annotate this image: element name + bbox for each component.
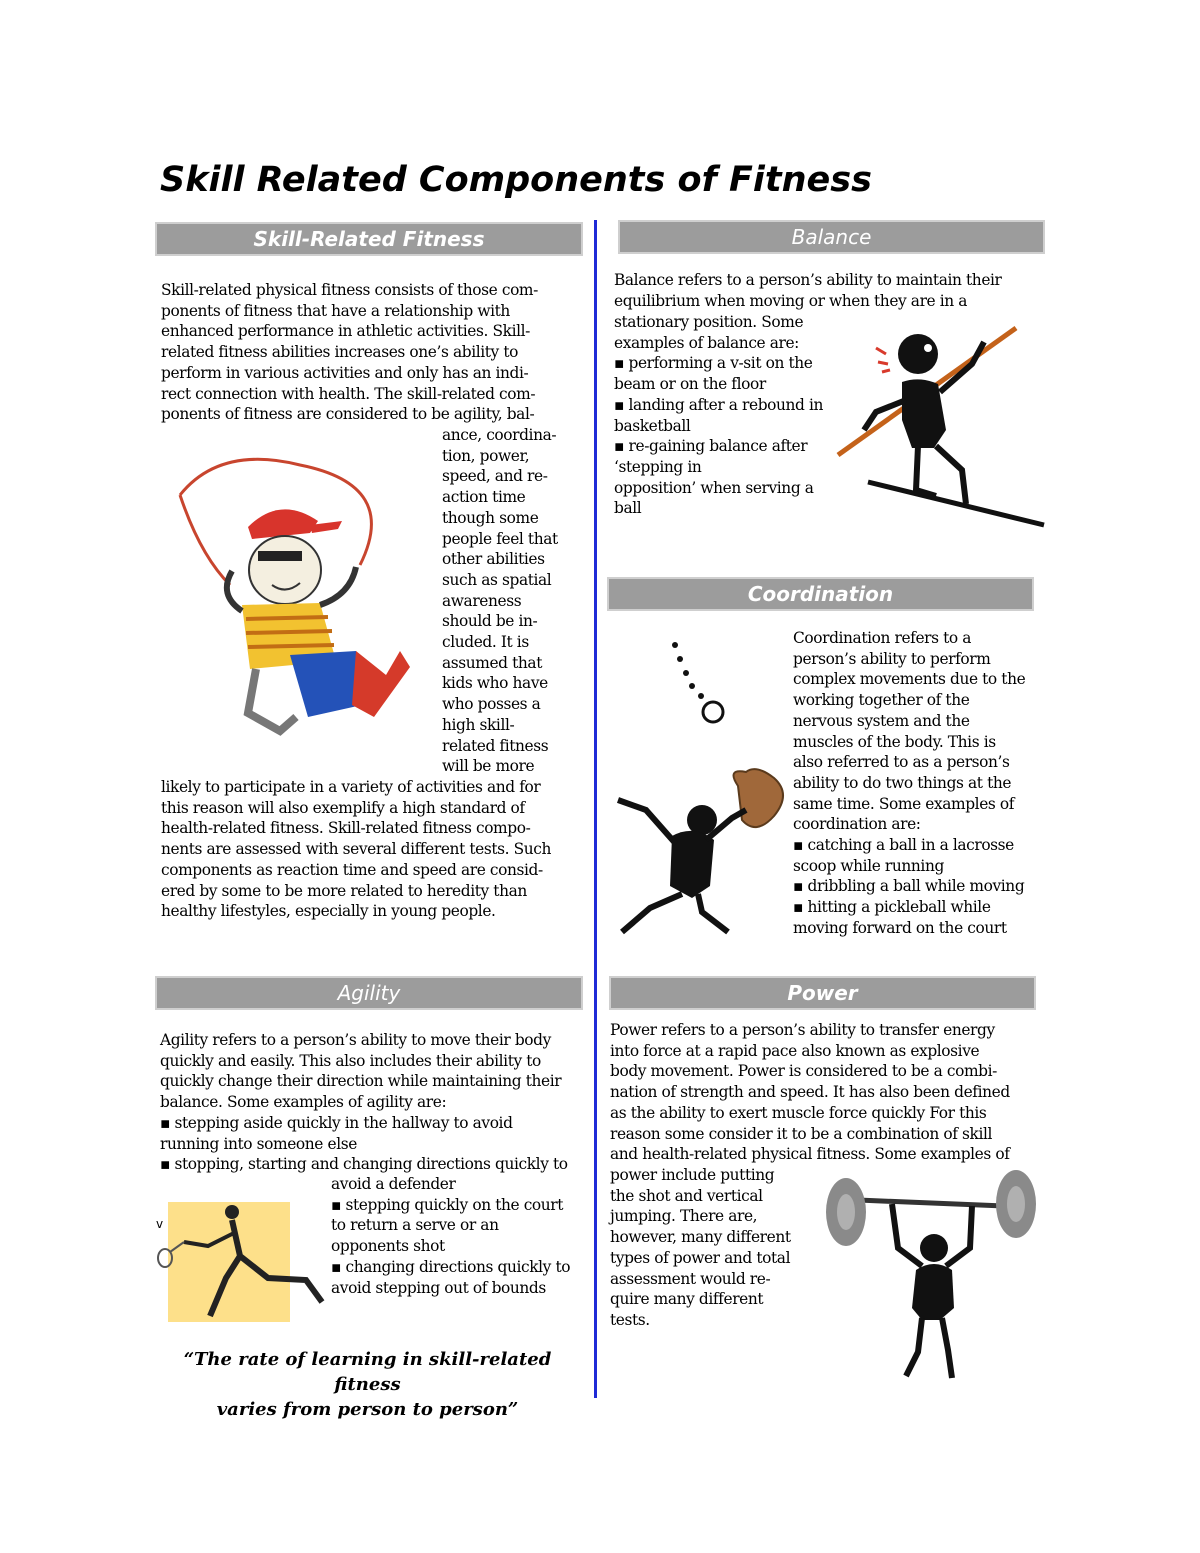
text-line: equilibrium when moving or when they are in a (614, 291, 968, 310)
balance-text-top (614, 270, 1002, 311)
text-line: complex movements due to the (793, 670, 1026, 689)
text-line: the shot and vertical (610, 1186, 763, 1205)
text-line: nation of strength and speed. It has also been defined (610, 1083, 1010, 1102)
text-line: beam or on the floor (614, 375, 766, 394)
skill-text-side (442, 425, 558, 777)
text-line: coordination are: (793, 815, 921, 834)
coordination-text (793, 628, 1025, 939)
text-line: assumed that (442, 653, 542, 672)
coordination-heading: Coordination (607, 577, 1034, 611)
text-line: ▪ catching a ball in a lacrosse (793, 836, 1014, 855)
text-line: Coordination refers to a (793, 629, 972, 647)
text-line: ▪ stopping, starting and changing directions quickly to (160, 1155, 568, 1174)
text-line: working together of the (793, 691, 970, 710)
text-line: running into someone else (160, 1134, 357, 1153)
agility-quote (155, 1347, 580, 1422)
text-line: ▪ dribbling a ball while moving (793, 877, 1025, 896)
text-line: Balance refers to a person’s ability to maintain their (614, 271, 1002, 289)
text-line: such as spatial (442, 570, 552, 589)
text-line: ▪ stepping quickly on the court (331, 1195, 564, 1214)
text-line: though some (442, 508, 539, 527)
text-line: will be more (442, 757, 535, 776)
agility-text-top (160, 1030, 568, 1175)
skill-text-top (161, 280, 538, 425)
text-line: power include putting (610, 1166, 775, 1184)
text-line: same time. Some examples of (793, 794, 1015, 813)
text-line: stationary position. Some (614, 313, 804, 331)
text-line: ▪ landing after a rebound in (614, 395, 824, 414)
text-line: high skill- (442, 715, 515, 734)
text-line: scoop while running (793, 856, 944, 875)
text-line: nents are assessed with several different tests. Such (161, 840, 551, 859)
text-line: types of power and total (610, 1248, 791, 1267)
text-line: likely to participate in a variety of activities and for (161, 778, 541, 796)
skill-related-fitness-heading: Skill-Related Fitness (155, 222, 583, 256)
column-divider (594, 220, 597, 1398)
text-line: Power refers to a person’s ability to transfer energy (610, 1021, 995, 1039)
text-line: ▪ changing directions quickly to (331, 1257, 571, 1276)
text-line: this reason will also exemplify a high standard of (161, 798, 525, 817)
text-line: opponents shot (331, 1237, 445, 1256)
badminton-player-illustration (156, 1198, 331, 1326)
text-line: healthy lifestyles, especially in young people. (161, 902, 496, 921)
text-line: ance, coordina- (442, 426, 557, 444)
text-line: related fitness (442, 736, 549, 755)
text-line: ponents of fitness are considered to be agility, bal- (161, 405, 535, 424)
text-line: ability to do two things at the (793, 773, 1012, 792)
balance-text-side (614, 312, 823, 519)
text-line: and health-related physical fitness. Some examples of (610, 1145, 1010, 1164)
power-text-side (610, 1165, 791, 1331)
text-line: quire many different (610, 1290, 764, 1309)
page-title: Skill Related Components of Fitness (160, 160, 872, 200)
text-line: awareness (442, 591, 522, 610)
jump-rope-kid-illustration (160, 455, 430, 755)
text-line: should be in- (442, 612, 538, 631)
text-line: components as reaction time and speed are consid- (161, 860, 543, 879)
power-heading: Power (609, 976, 1036, 1010)
text-line: ‘stepping in (614, 457, 702, 476)
text-line: ▪ re-gaining balance after (614, 437, 808, 456)
text-line: rect connection with health. The skill-related com- (161, 384, 536, 403)
text-line: avoid a defender (331, 1175, 456, 1193)
text-line: reason some consider it to be a combination of skill (610, 1124, 993, 1143)
text-line: into force at a rapid pace also known as explosive (610, 1041, 980, 1060)
skill-text-bottom (161, 777, 551, 922)
power-text-top (610, 1020, 1010, 1165)
svg-text:v: v (156, 1217, 164, 1231)
text-line: ▪ stepping aside quickly in the hallway to avoid (160, 1113, 513, 1132)
text-line: Agility refers to a person’s ability to move their body (160, 1031, 551, 1049)
agility-quote-line: “The rate of learning in skill-related fitness (183, 1349, 552, 1395)
text-line: as the ability to exert muscle force quickly For this (610, 1103, 987, 1122)
text-line: ponents of fitness that have a relationship with (161, 301, 510, 320)
text-line: assessment would re- (610, 1269, 771, 1288)
text-line: ball (614, 499, 642, 518)
text-line: quickly and easily. This also includes their ability to (160, 1051, 541, 1070)
text-line: Skill-related physical fitness consists of those com- (161, 281, 538, 299)
text-line: moving forward on the court (793, 918, 1007, 937)
text-line: muscles of the body. This is (793, 732, 996, 751)
text-line: cluded. It is (442, 633, 529, 652)
weightlifter-figure-illustration (822, 1170, 1038, 1384)
text-line: opposition’ when serving a (614, 478, 814, 497)
agility-heading: Agility (155, 976, 583, 1010)
text-line: perform in various activities and only has an indi- (161, 363, 529, 382)
text-line: avoid stepping out of bounds (331, 1278, 546, 1297)
text-line: also referred to as a person’s (793, 753, 1010, 772)
text-line: tests. (610, 1310, 650, 1329)
text-line: other abilities (442, 550, 545, 569)
balance-beam-figure-illustration (836, 320, 1048, 532)
text-line: basketball (614, 416, 691, 435)
text-line: quickly change their direction while maintaining their (160, 1072, 562, 1091)
agility-quote-line: varies from person to person” (216, 1399, 519, 1420)
text-line: ▪ performing a v-sit on the (614, 354, 813, 373)
text-line: person’s ability to perform (793, 649, 991, 668)
text-line: balance. Some examples of agility are: (160, 1093, 447, 1112)
text-line: examples of balance are: (614, 333, 799, 352)
text-line: nervous system and the (793, 711, 970, 730)
text-line: people feel that (442, 529, 558, 548)
text-line: however, many different (610, 1228, 791, 1247)
text-line: body movement. Power is considered to be a combi- (610, 1062, 997, 1081)
text-line: action time (442, 488, 526, 507)
text-line: health-related fitness. Skill-related fitness compo- (161, 819, 531, 838)
text-line: jumping. There are, (610, 1207, 758, 1226)
text-line: ▪ hitting a pickleball while (793, 898, 991, 917)
text-line: who posses a (442, 695, 541, 714)
text-line: related fitness abilities increases one’s ability to (161, 343, 518, 362)
agility-text-side (331, 1174, 570, 1298)
text-line: tion, power, (442, 446, 530, 465)
text-line: to return a serve or an (331, 1216, 499, 1235)
catching-figure-illustration (606, 640, 792, 942)
text-line: enhanced performance in athletic activities. Skill- (161, 322, 530, 341)
text-line: kids who have (442, 674, 548, 693)
balance-heading: Balance (618, 220, 1045, 254)
text-line: speed, and re- (442, 467, 548, 486)
text-line: ered by some to be more related to heredity than (161, 881, 527, 900)
